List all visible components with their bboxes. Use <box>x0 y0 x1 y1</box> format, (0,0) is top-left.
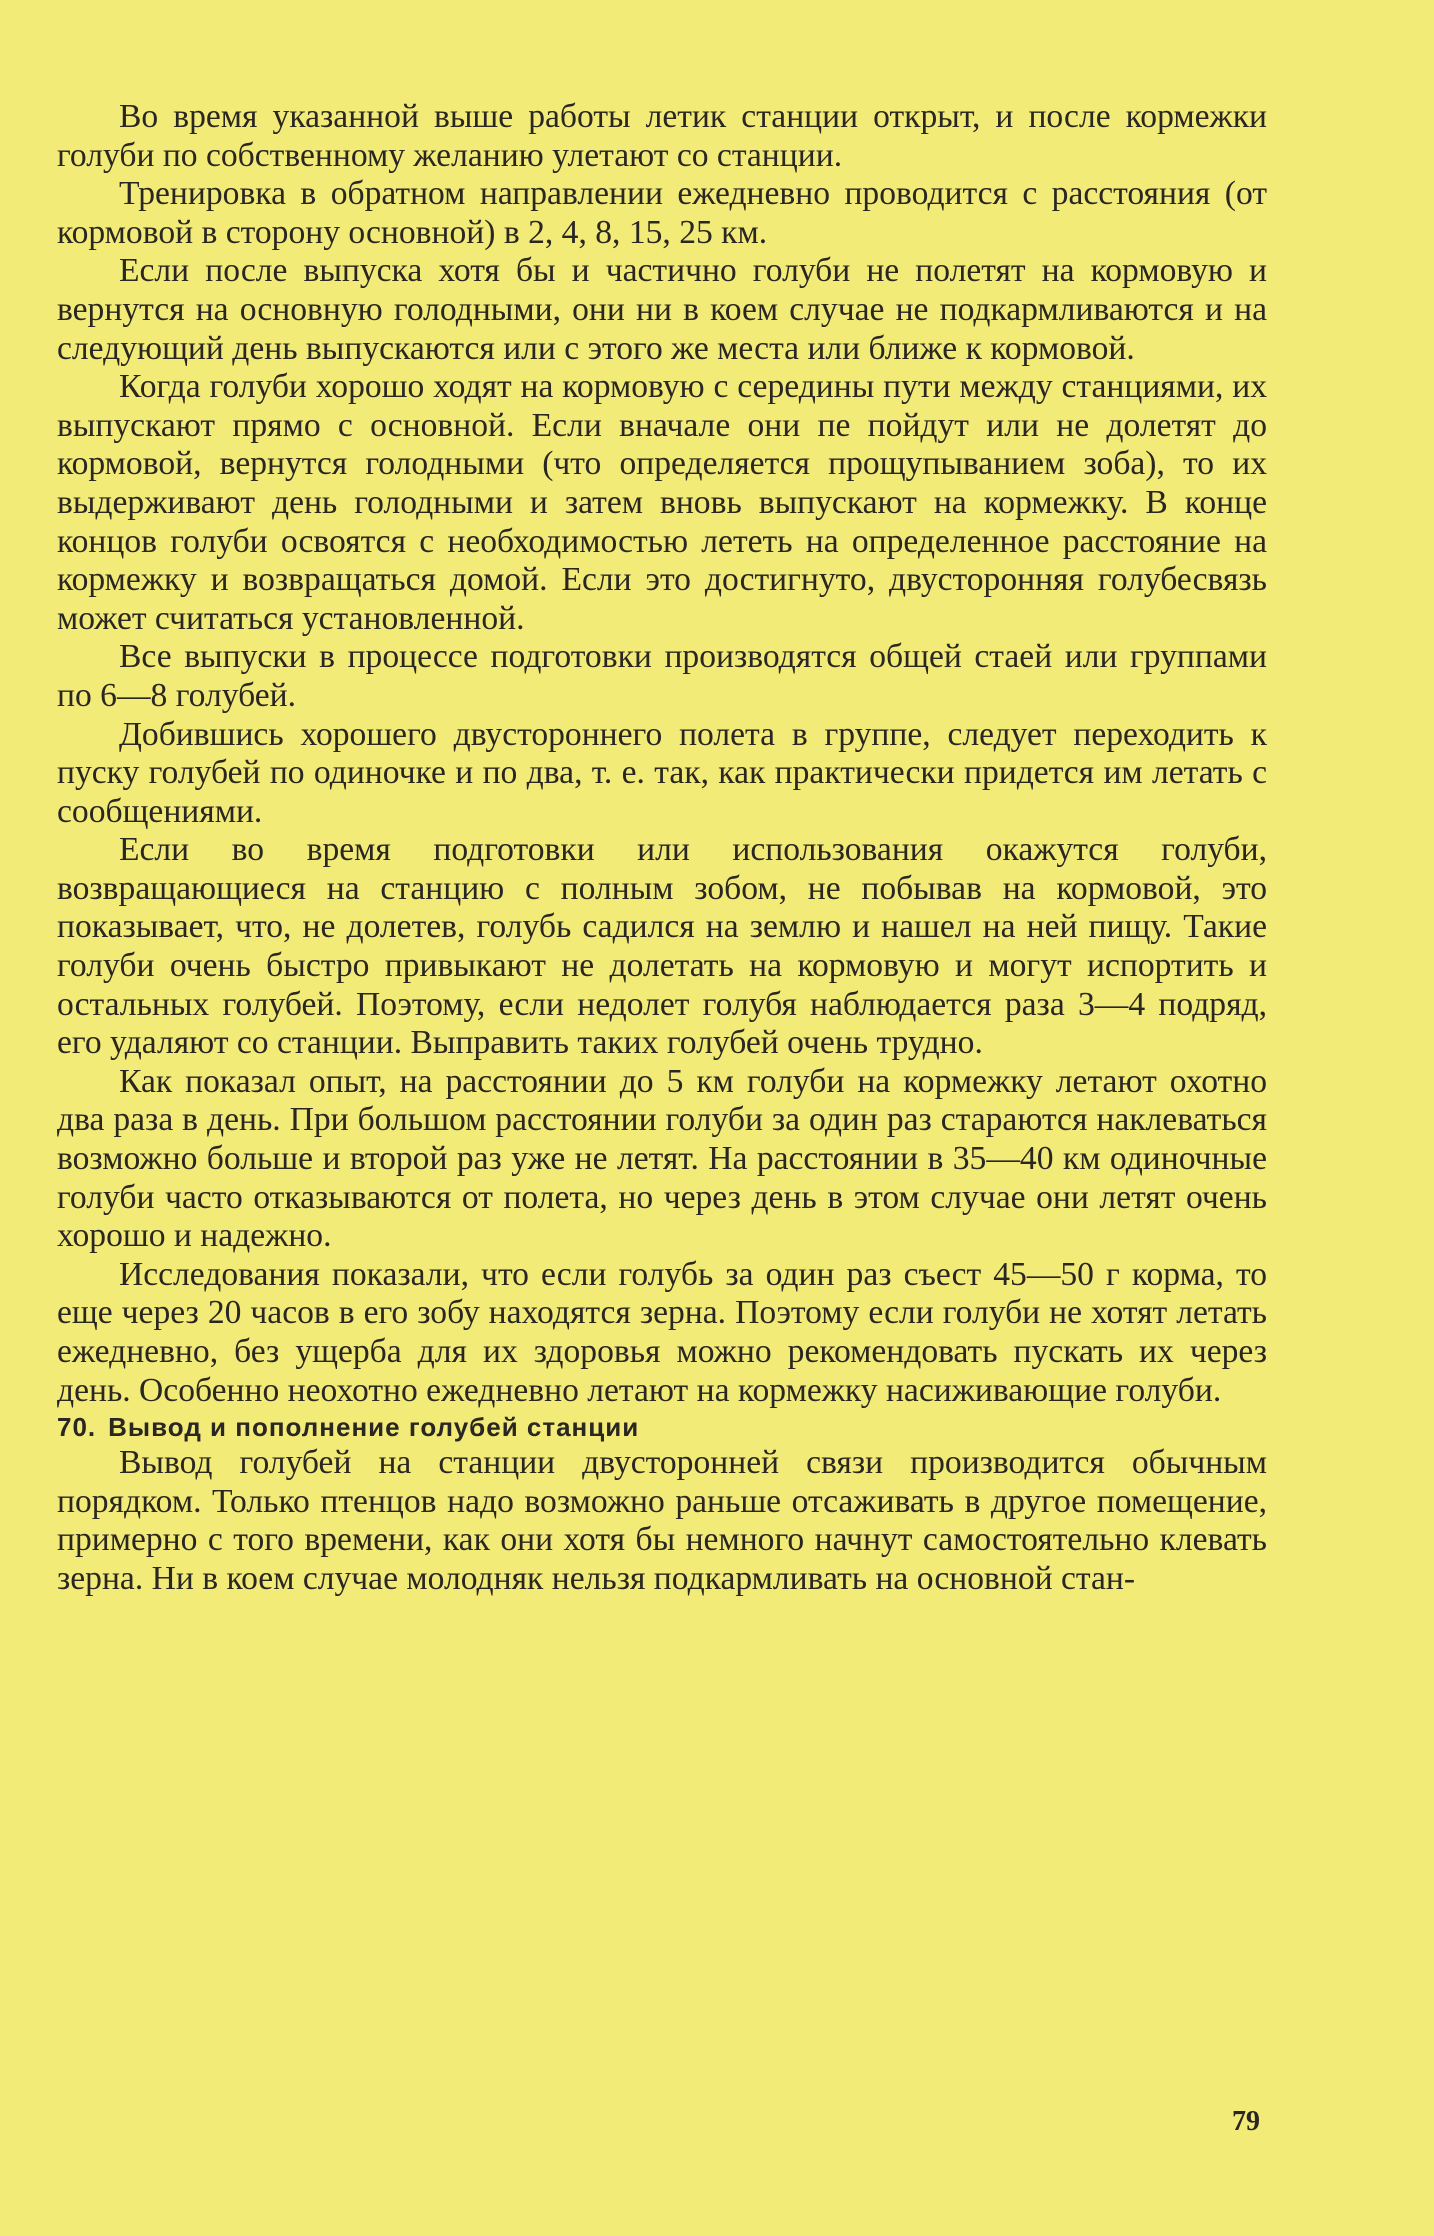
paragraph: Как показал опыт, на расстоянии до 5 км голуби на кормежку летают охотно два раза в день. При большом расстоянии голуби за один раз стараются наклеваться возможно больше и второй раз уже не летят. На расстоянии в 35—40 км одиночные голуби часто отказываются от полета, но через день в этом случае они летят очень хорошо и надежно. <box>57 1062 1267 1255</box>
paragraph: Во время указанной выше работы летик станции открыт, и после кормежки голуби по собственному желанию улетают со станции. <box>57 98 1267 174</box>
section-title: Вывод и пополнение голубей станции <box>108 1412 640 1443</box>
paragraph: Исследования показали, что если голубь за один раз съест 45—50 г корма, то еще через 20 часов в его зобу находятся зерна. Поэтому если голуби не хотят летать ежедневно, без ущерба для их здоровья можно рекомендовать пускать их через день. Особенно неохотно ежедневно летают на кормежку насиживающие голуби. <box>57 1255 1267 1409</box>
paragraph: Если во время подготовки или использования окажутся голуби, возвращающиеся на станцию с полным зобом, не побывав на кормовой, это показывает, что, не долетев, голубь садился на землю и нашел на ней пищу. Такие голуби очень быстро привыкают не долетать на кормовую и могут испортить и остальных голубей. Поэтому, если недолет голубя наблюдается раза 3—4 подряд, его удаляют со станции. Выправить таких голубей очень трудно. <box>57 831 1267 1062</box>
paragraph: Добившись хорошего двустороннего полета в группе, следует переходить к пуску голубей по одиночке и по два, т. е. так, как практически придется им летать с сообщениями. <box>57 715 1267 830</box>
paragraph: Если после выпуска хотя бы и частично голуби не полетят на кормовую и вернутся на основную голодными, они ни в коем случае не подкармливаются и на следующий день выпускаются или с этого же места или ближе к кормовой. <box>57 252 1267 367</box>
paragraph: Вывод голубей на станции двусторонней связи производится обычным порядком. Только птенцов надо возможно раньше отсаживать в другое помещение, примерно с того времени, как они хотя бы немного начнут самостоятельно клевать зерна. Ни в коем случае молодняк нельзя подкармливать на основной стан- <box>57 1444 1267 1597</box>
paragraph: Когда голуби хорошо ходят на кормовую с середины пути между станциями, их выпускают прямо с основной. Если вначале они пе пойдут или не долетят до кормовой, вернутся голодными (что определяется прощупыванием зоба), то их выдерживают день голодными и затем вновь выпускают на кормежку. В конце концов голуби освоятся с необходимостью лететь на определенное расстояние на кормежку и возвращаться домой. Если это достигнуто, двусторонняя голубесвязь может считаться установленной. <box>57 368 1267 637</box>
page-text <box>57 98 1267 1599</box>
page-number: 79 <box>1232 2106 1260 2137</box>
paragraph: Тренировка в обратном направлении ежедневно проводится с расстояния (от кормовой в сторону основной) в 2, 4, 8, 15, 25 км. <box>57 175 1267 251</box>
paragraph: Все выпуски в процессе подготовки производятся общей стаей или группами по 6—8 голубей. <box>57 638 1267 714</box>
section-number: 70. <box>57 1412 97 1443</box>
section-heading <box>57 1410 1267 1444</box>
